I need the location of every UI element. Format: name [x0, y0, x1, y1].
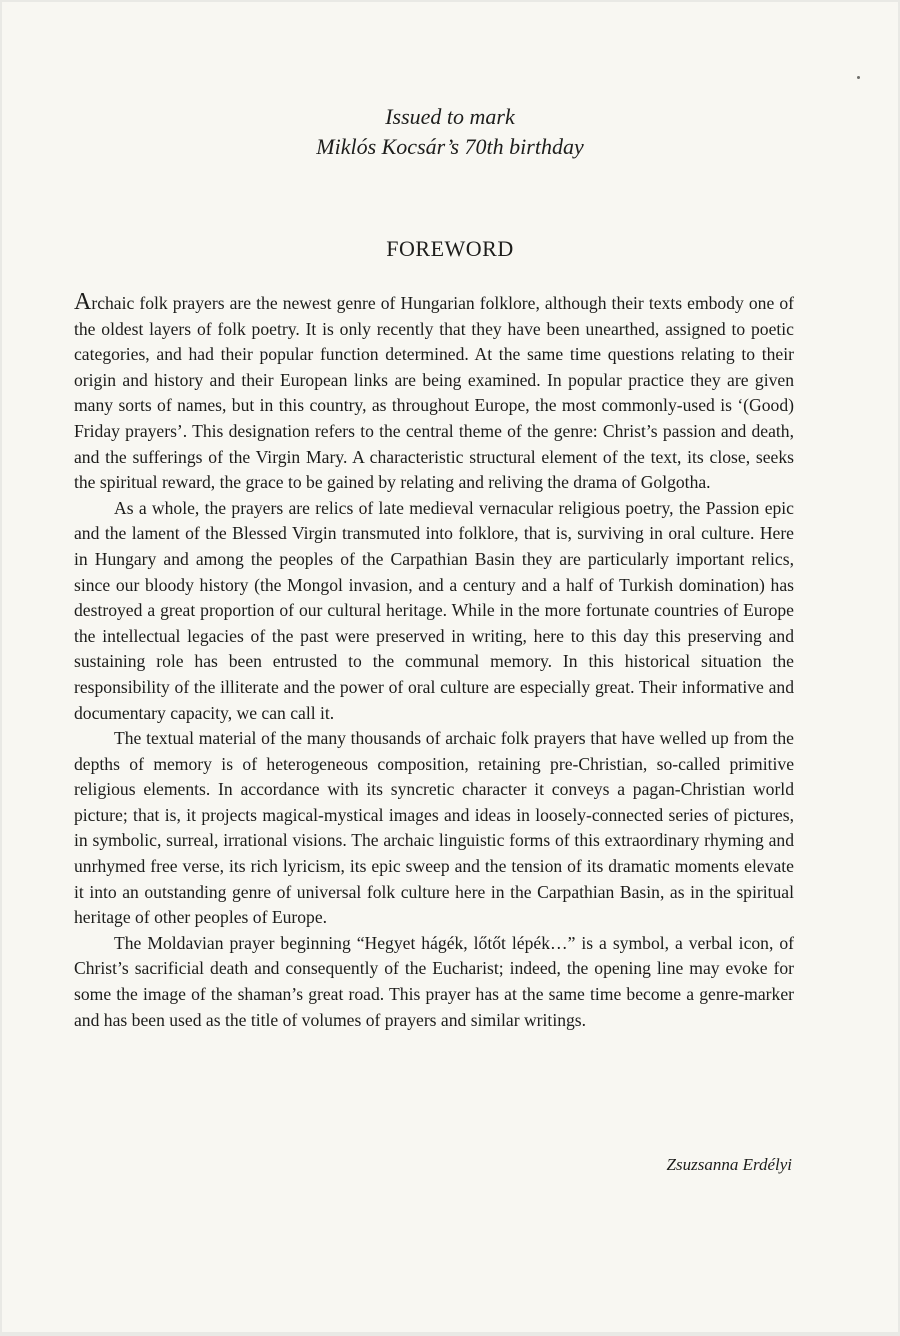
paragraph-4: The Moldavian prayer beginning “Hegyet hágék, lőtőt lépék…” is a symbol, a verbal icon, of Christ’s sacrificial death and consequently of the Eucharist; indeed, the opening line may evoke for some the image of the shaman’s great road. This prayer has at the same time become a genre-marker and has been used as the title of volumes of prayers and similar writings. — [74, 932, 794, 1030]
paragraph-3: The textual material of the many thousands of archaic folk prayers that have welled up from the depths of memory is of heterogeneous composition, retaining pre-Christian, so-called primitive religious elements. In accordance with its syncretic character it conveys a pagan-Christian world picture; that is, it projects magical-mystical images and ideas in loosely-connected series of pictures, in symbolic, surreal, irrational visions. The archaic linguistic forms of this extraordinary rhyming and unrhymed free verse, its rich lyricism, its epic sweep and the tension of its dramatic moments elevate it into an outstanding genre of universal folk culture here in the Carpathian Basin, as in the spiritual heritage of other peoples of Europe. — [74, 728, 794, 928]
paragraph-1: Archaic folk prayers are the newest genre of Hungarian folklore, although their texts embody one of the oldest layers of folk poetry. It is only recently that they have been unearthed, assigned to poetic categories, and had their popular function determined. At the same time questions relating to their origin and history and their European links are being examined. In popular practice they are given many sorts of names, but in this country, as throughout Europe, the most commonly-used is ‘(Good) Friday prayers’. This designation refers to the central theme of the genre: Christ’s passion and death, and the sufferings of the Virgin Mary. A characteristic structural element of the text, its close, seeks the spiritual reward, the grace to be gained by relating and reliving the drama of Golgotha. — [74, 289, 794, 493]
paragraph-2: As a whole, the prayers are relics of late medieval vernacular religious poetry, the Passion epic and the lament of the Blessed Virgin transmuted into folklore, that is, surviving in oral culture. Here in Hungary and among the peoples of the Carpathian Basin they are particularly important relics, since our bloody history (the Mongol invasion, and a century and a half of Turkish domination) has destroyed a great proportion of our cultural heritage. While in the more fortunate countries of Europe the intellectual legacies of the past were preserved in writing, here to this day this preserving and sustaining role has been entrusted to the communal memory. In this historical situation the responsibility of the illiterate and the power of oral culture are especially great. Their informative and documentary capacity, we can call it. — [74, 497, 794, 723]
dedication-line-2: Miklós Kocsár’s 70th birthday — [316, 134, 584, 159]
page-title: FOREWORD — [386, 236, 514, 261]
author-signature: Zsuzsanna Erdélyi — [666, 1155, 792, 1174]
dedication — [2, 102, 898, 162]
dedication-line-1: Issued to mark — [385, 104, 515, 129]
foreword-body — [74, 290, 794, 1033]
page-speck — [857, 76, 860, 79]
book-page — [2, 2, 898, 1332]
